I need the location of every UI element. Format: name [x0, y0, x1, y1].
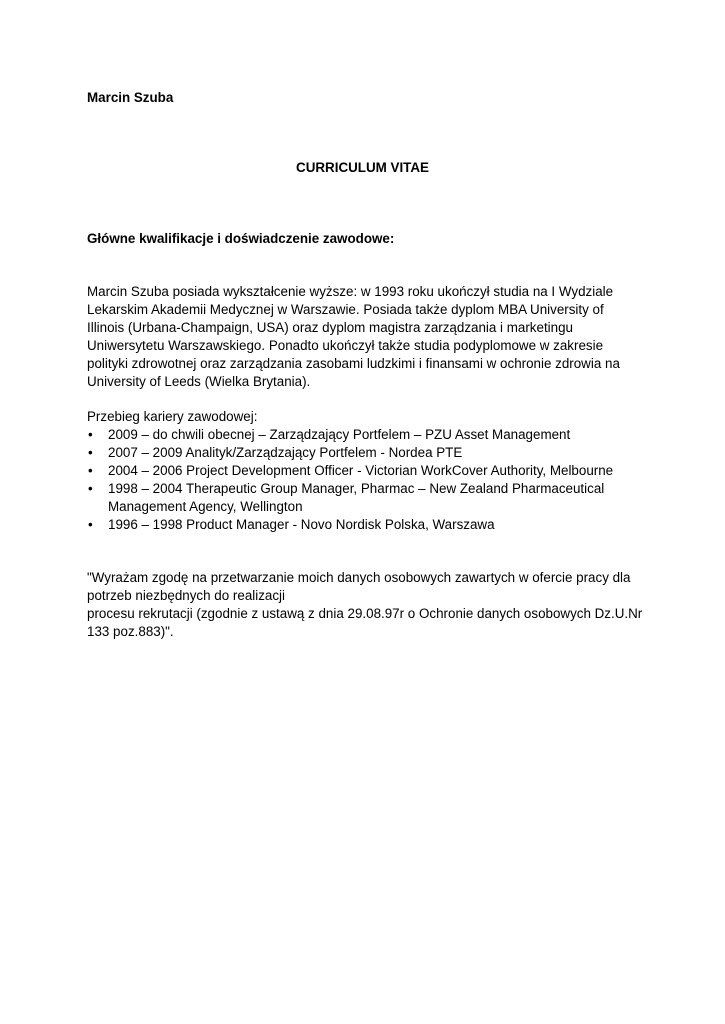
list-item	[87, 516, 647, 534]
consent-line: 133 poz.883)".	[87, 624, 174, 639]
list-item	[87, 480, 647, 516]
data-consent-clause	[87, 569, 647, 641]
document-title: CURRICULUM VITAE	[296, 160, 429, 175]
career-entry-text: 2009 – do chwili obecnej – Zarządzający Portfelem – PZU Asset Management	[108, 427, 571, 442]
career-entry-text: 2007 – 2009 Analityk/Zarządzający Portfelem - Nordea PTE	[108, 445, 463, 460]
summary-line: University of Leeds (Wielka Brytania).	[87, 374, 311, 389]
summary-line: Marcin Szuba posiada wykształcenie wyższe: w 1993 roku ukończył studia na I Wydziale	[87, 284, 614, 299]
career-entry-text: 2004 – 2006 Project Development Officer - Victorian WorkCover Authority, Melbourne	[108, 463, 614, 478]
career-entry-text: 1996 – 1998 Product Manager - Novo Nordisk Polska, Warszawa	[108, 517, 495, 532]
bullet-icon: •	[88, 445, 93, 460]
consent-line: "Wyrażam zgodę na przetwarzanie moich danych osobowych zawartych w ofercie pracy dla	[87, 570, 631, 585]
list-item	[87, 426, 647, 444]
summary-line: polityki zdrowotnej oraz zarządzania zasobami ludzkimi i finansami w ochronie zdrowia na	[87, 356, 620, 371]
author-name: Marcin Szuba	[87, 90, 174, 105]
bullet-icon: •	[88, 517, 93, 532]
qualifications-heading: Główne kwalifikacje i doświadczenie zawodowe:	[87, 231, 395, 246]
career-entry-text: Management Agency, Wellington	[108, 499, 303, 514]
summary-line: Illinois (Urbana-Champaign, USA) oraz dyplom magistra zarządzania i marketingu	[87, 320, 573, 335]
consent-line: potrzeb niezbędnych do realizacji	[87, 588, 286, 603]
summary-line: Lekarskim Akademii Medycznej w Warszawie. Posiada także dyplom MBA University of	[87, 302, 604, 317]
consent-line: procesu rekrutacji (zgodnie z ustawą z dnia 29.08.97r o Ochronie danych osobowych Dz.U.Nr	[87, 606, 643, 621]
career-entry-text: 1998 – 2004 Therapeutic Group Manager, Pharmac – New Zealand Pharmaceutical	[108, 481, 605, 496]
list-item	[87, 462, 647, 480]
summary-line: Uniwersytetu Warszawskiego. Ponadto ukończył także studia podyplomowe w zakresie	[87, 338, 604, 353]
list-item	[87, 444, 647, 462]
bullet-icon: •	[88, 463, 93, 478]
qualifications-summary	[87, 283, 642, 391]
career-heading: Przebieg kariery zawodowej:	[87, 409, 258, 424]
bullet-icon: •	[88, 481, 93, 496]
career-list	[87, 426, 647, 534]
bullet-icon: •	[88, 427, 93, 442]
